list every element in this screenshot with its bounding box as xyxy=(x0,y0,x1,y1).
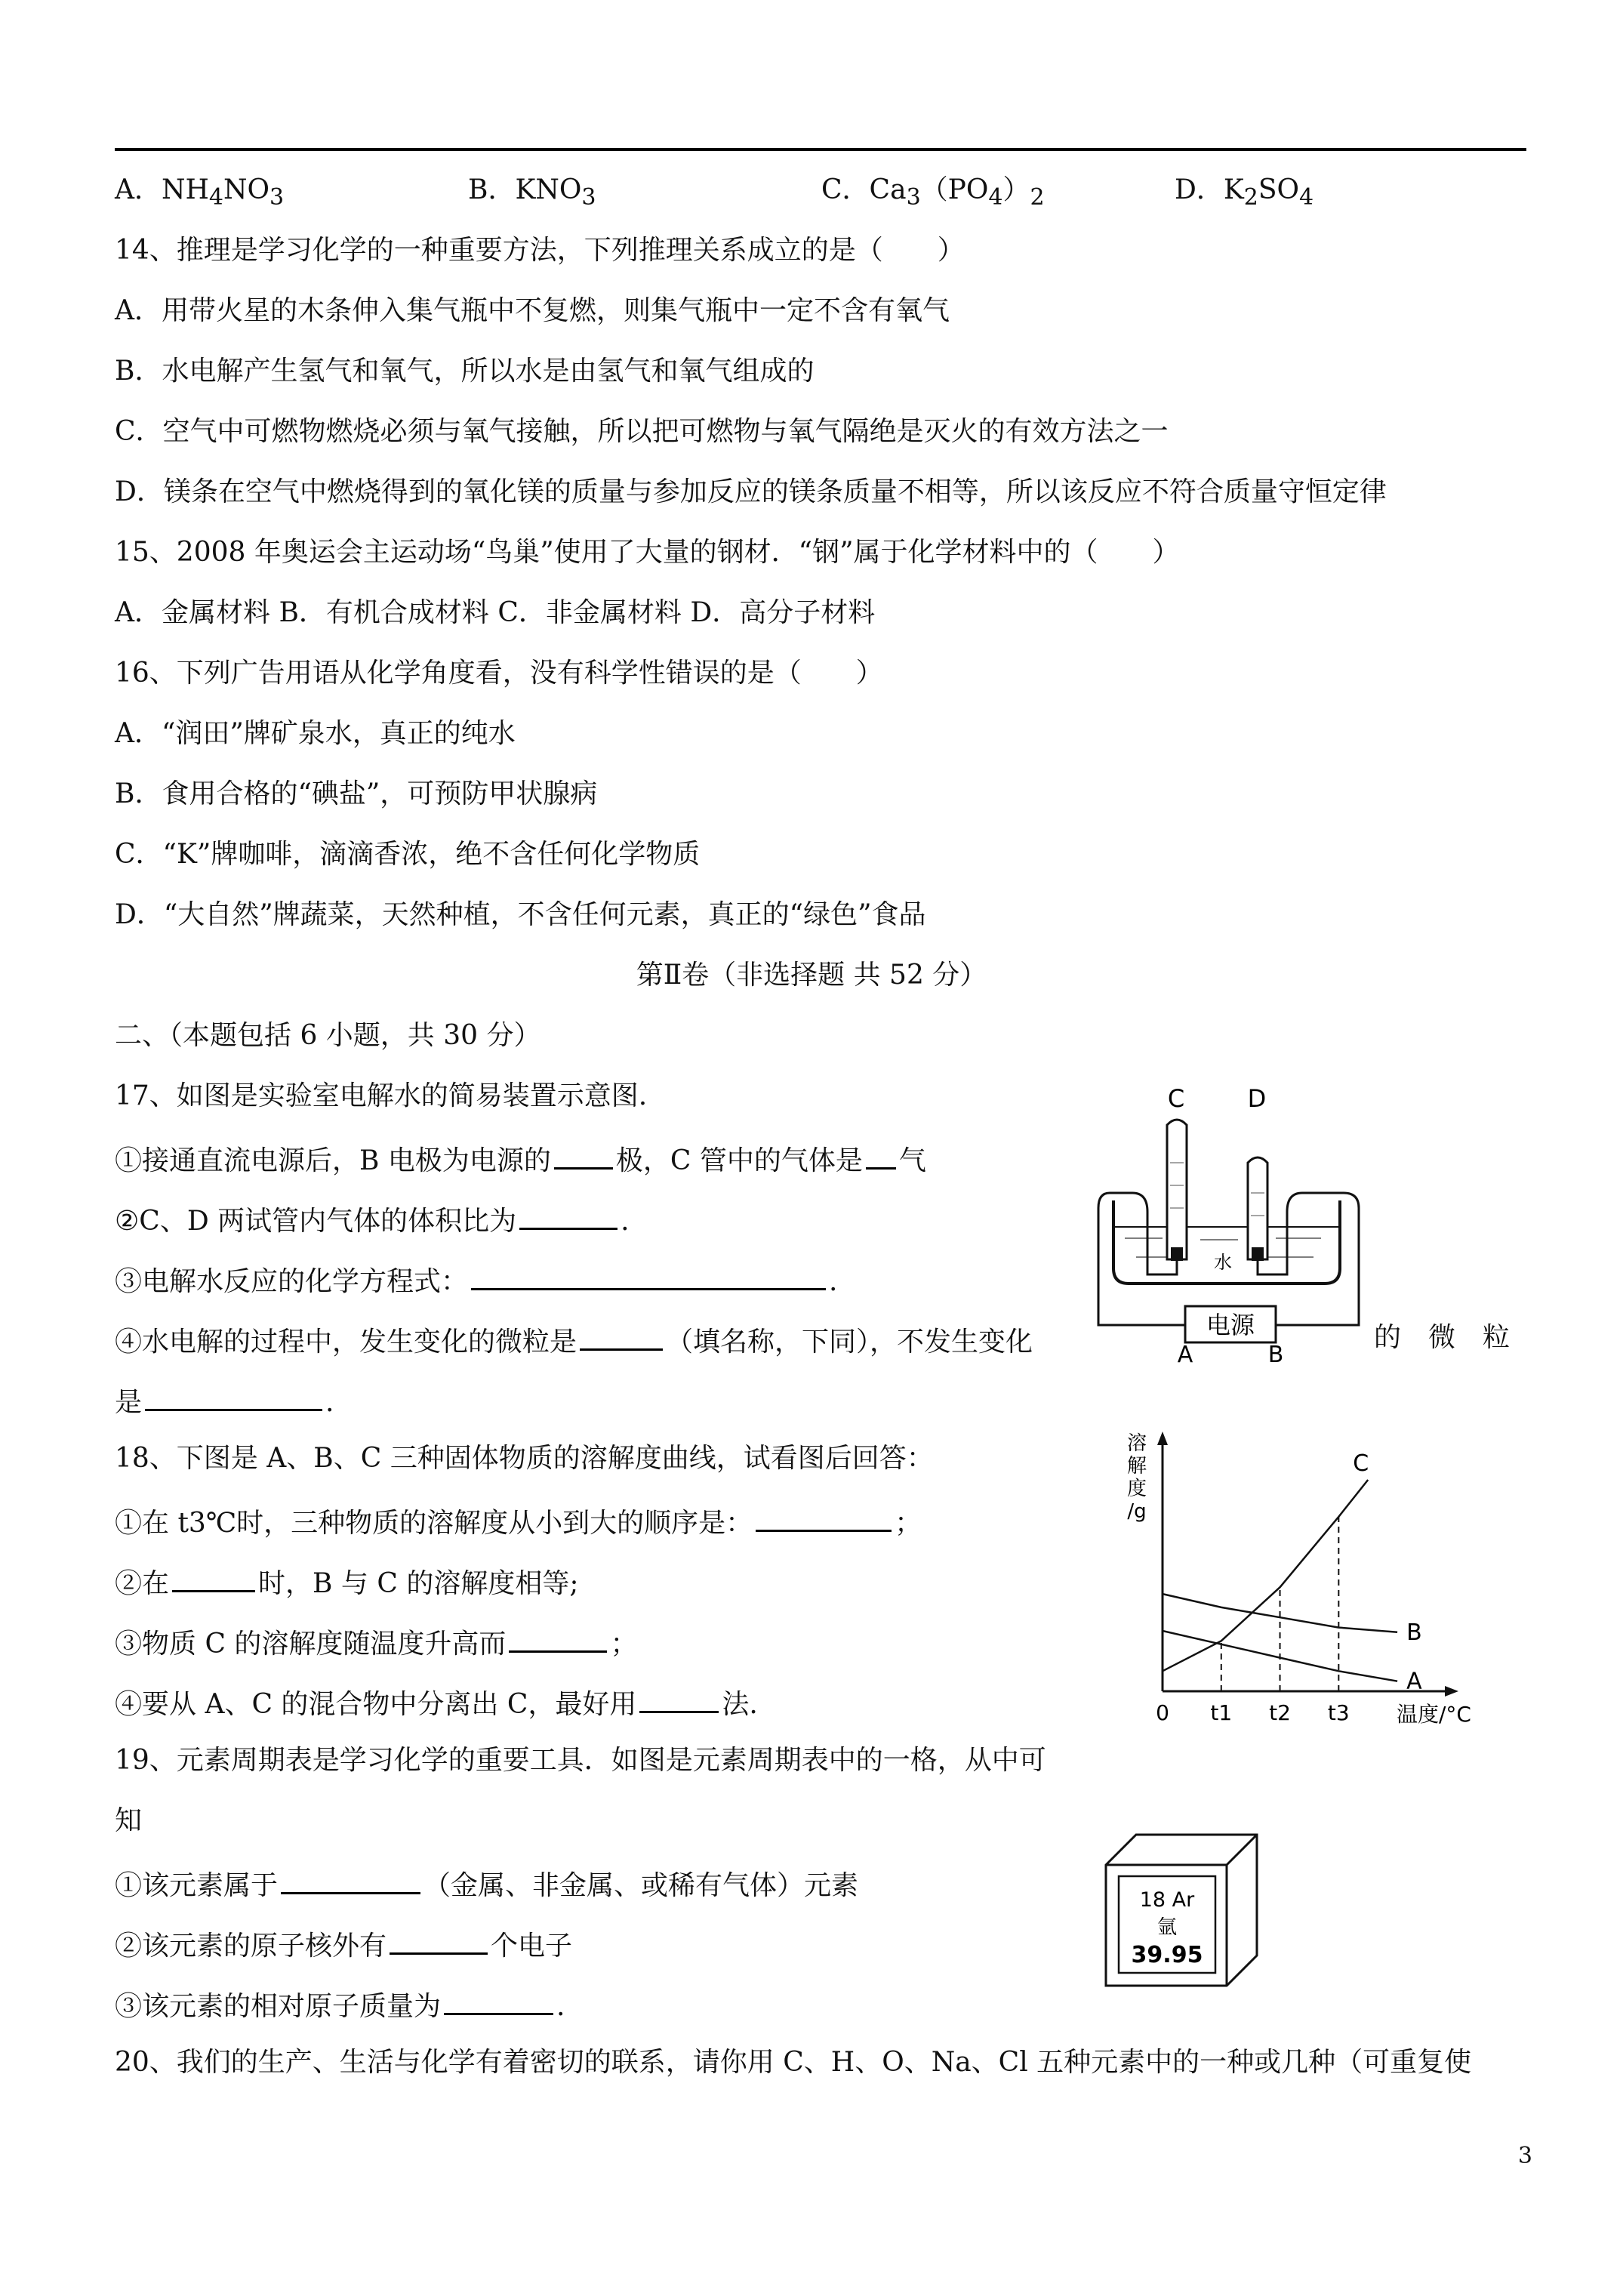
chart-labels xyxy=(1156,1450,1471,1727)
question-16-option-d: D．“大自然”牌蔬菜，天然种植，不含任何元素，真正的“绿色”食品 xyxy=(115,899,926,930)
series-label-a: A xyxy=(1406,1668,1422,1695)
question-16-stem: 16、下列广告用语从化学角度看，没有科学性错误的是（ ） xyxy=(115,658,883,689)
y-axis-label-char: /g xyxy=(1127,1500,1147,1523)
x-tick-label-t1: t1 xyxy=(1210,1700,1233,1725)
answer-blank[interactable] xyxy=(172,1563,255,1592)
answer-blank[interactable] xyxy=(519,1200,617,1230)
option-text: A．NH xyxy=(115,174,209,205)
question-19-part-3 xyxy=(115,1986,565,2023)
text: ②C、D 两试管内气体的体积比为 xyxy=(115,1206,517,1237)
terminal-a-label: A xyxy=(1177,1342,1193,1367)
answer-blank[interactable] xyxy=(639,1684,719,1713)
subscript: 3 xyxy=(269,184,285,211)
subscript: 4 xyxy=(988,184,1003,211)
atomic-mass: 39.95 xyxy=(1131,1942,1203,1968)
option-text: ） xyxy=(1002,174,1030,205)
text: ③该元素的相对原子质量为 xyxy=(115,1991,442,2022)
question-14-option-b: B．水电解产生氢气和氧气，所以水是由氢气和氧气组成的 xyxy=(115,356,815,387)
question-16-option-c: C．“K”牌咖啡，滴滴香浓，绝不含任何化学物质 xyxy=(115,839,701,870)
text: . xyxy=(829,1266,838,1297)
question-17-part-5 xyxy=(115,1382,334,1419)
question-16-option-b: B．食用合格的“碘盐”，可预防甲状腺病 xyxy=(115,778,598,809)
text: ④水电解的过程中，发生变化的微粒是 xyxy=(115,1327,577,1358)
electrolysis-apparatus-figure xyxy=(1095,1080,1366,1367)
option-text: （PO xyxy=(920,174,989,205)
tube-d-label: D xyxy=(1247,1084,1267,1113)
text: ； xyxy=(610,1629,638,1660)
question-17-part-3 xyxy=(115,1261,837,1299)
x-axis-arrow xyxy=(1445,1686,1458,1697)
option-text: C．Ca xyxy=(821,174,907,205)
option-text: NO xyxy=(223,174,270,205)
option-13-d xyxy=(1175,174,1313,214)
terminal-b-label: B xyxy=(1267,1342,1284,1367)
text: . xyxy=(556,1991,565,2022)
answer-blank[interactable] xyxy=(390,1925,488,1955)
power-source-label: 电源 xyxy=(1206,1311,1255,1339)
option-13-c xyxy=(821,174,1045,214)
text: （填名称，下同），不发生变化 xyxy=(666,1327,1033,1358)
periodic-table-cell-figure xyxy=(1102,1831,1261,1993)
answer-blank[interactable] xyxy=(471,1261,826,1290)
question-18-part-2 xyxy=(115,1563,578,1601)
question-17-part-4-tail: 的 微 粒 xyxy=(1374,1322,1511,1353)
text: . xyxy=(621,1206,630,1237)
text: ③电解水反应的化学方程式： xyxy=(115,1266,469,1297)
text: ①在 t3℃时，三种物质的溶解度从小到大的顺序是： xyxy=(115,1508,753,1539)
answer-blank[interactable] xyxy=(281,1865,420,1894)
question-17-part-4 xyxy=(115,1321,1033,1359)
atomic-number-symbol: 18 Ar xyxy=(1139,1888,1195,1912)
electrode-a xyxy=(1171,1247,1183,1261)
subscript: 4 xyxy=(1299,184,1314,211)
question-16-option-a: A．“润田”牌矿泉水，真正的纯水 xyxy=(115,718,516,749)
electrode-b xyxy=(1252,1247,1264,1261)
subscript: 3 xyxy=(581,184,596,211)
question-17-part-2 xyxy=(115,1200,630,1238)
question-15-options: A．金属材料 B．有机合成材料 C．非金属材料 D．高分子材料 xyxy=(115,597,876,628)
text: （金属、非金属、或稀有气体）元素 xyxy=(423,1870,859,1901)
question-15-stem: 15、2008 年奥运会主运动场“鸟巢”使用了大量的钢材．“钢”属于化学材料中的（ ） xyxy=(115,537,1180,568)
series-label-c: C xyxy=(1353,1450,1369,1477)
y-axis-arrow xyxy=(1157,1432,1168,1445)
question-14-option-c: C．空气中可燃物燃烧必须与氧气接触，所以把可燃物与氧气隔绝是灭火的有效方法之一 xyxy=(115,416,1169,447)
section-2-subtitle: 二、（本题包括 6 小题，共 30 分） xyxy=(115,1020,541,1051)
section-2-title: 第Ⅱ卷（非选择题 共 52 分） xyxy=(636,960,987,991)
question-17-stem: 17、如图是实验室电解水的简易装置示意图. xyxy=(115,1080,648,1111)
t-dashed-lines xyxy=(1221,1517,1339,1691)
header-rule xyxy=(115,148,1526,151)
text: ③物质 C 的溶解度随温度升高而 xyxy=(115,1629,507,1660)
answer-blank[interactable] xyxy=(866,1140,896,1170)
text: ④要从 A、C 的混合物中分离出 C，最好用 xyxy=(115,1689,637,1720)
origin-label: 0 xyxy=(1156,1700,1169,1725)
subscript: 2 xyxy=(1030,184,1045,211)
solubility-curve-chart xyxy=(1117,1419,1472,1744)
text: ②该元素的原子核外有 xyxy=(115,1931,387,1962)
subscript: 3 xyxy=(906,184,921,211)
answer-blank[interactable] xyxy=(145,1382,322,1411)
text: 是 xyxy=(115,1387,143,1418)
subscript: 4 xyxy=(208,184,223,211)
water-label: 水 xyxy=(1214,1252,1232,1273)
question-18-part-3 xyxy=(115,1623,637,1661)
text: 时，B 与 C 的溶解度相等; xyxy=(258,1568,579,1599)
tube-c-label: C xyxy=(1167,1084,1185,1113)
question-19-stem-line-1: 19、元素周期表是学习化学的重要工具．如图是元素周期表中的一格，从中可 xyxy=(115,1745,1046,1776)
answer-blank[interactable] xyxy=(554,1140,613,1170)
question-14-option-d: D．镁条在空气中燃烧得到的氧化镁的质量与参加反应的镁条质量不相等，所以该反应不符合质量守恒定律 xyxy=(115,476,1387,507)
subscript: 2 xyxy=(1243,184,1258,211)
x-tick-label-t2: t2 xyxy=(1269,1700,1291,1725)
x-tick-label-t3: t3 xyxy=(1327,1700,1350,1725)
y-axis-label-char: 解 xyxy=(1126,1455,1147,1478)
option-text: D．K xyxy=(1175,174,1244,205)
page-number: 3 xyxy=(1517,2143,1532,2169)
text: . xyxy=(325,1387,334,1418)
answer-blank[interactable] xyxy=(444,1986,553,2015)
question-20-stem: 20、我们的生产、生活与化学有着密切的联系，请你用 C、H、O、Na、Cl 五种元素中的一种或几种（可重复使 xyxy=(115,2047,1472,2078)
series-label-b: B xyxy=(1406,1619,1422,1646)
x-axis-label: 温度/°C xyxy=(1397,1702,1471,1727)
answer-blank[interactable] xyxy=(756,1502,892,1532)
y-axis-label-char: 溶 xyxy=(1126,1432,1147,1455)
tube-c xyxy=(1167,1120,1187,1259)
element-name: 氩 xyxy=(1156,1916,1178,1939)
option-text: SO xyxy=(1258,174,1300,205)
question-17-part-1 xyxy=(115,1140,926,1178)
answer-blank[interactable] xyxy=(580,1321,663,1351)
text: ①该元素属于 xyxy=(115,1870,279,1901)
question-18-part-4 xyxy=(115,1684,758,1721)
text: 法. xyxy=(722,1689,758,1720)
option-13-a xyxy=(115,174,284,214)
question-14-option-a: A．用带火星的木条伸入集气瓶中不复燃，则集气瓶中一定不含有氧气 xyxy=(115,295,950,326)
text: 个电子 xyxy=(491,1931,573,1962)
text: ； xyxy=(895,1508,922,1539)
question-18-stem: 18、下图是 A、B、C 三种固体物质的溶解度曲线，试看图后回答： xyxy=(115,1443,934,1474)
text: 气 xyxy=(898,1145,926,1176)
y-axis-label-char: 度 xyxy=(1126,1478,1147,1500)
question-18-part-1 xyxy=(115,1502,922,1540)
option-text: B．KNO xyxy=(468,174,582,205)
tube-d xyxy=(1248,1157,1267,1259)
text: 极，C 管中的气体是 xyxy=(615,1145,863,1176)
question-14-stem: 14、推理是学习化学的一种重要方法，下列推理关系成立的是（ ） xyxy=(115,235,965,266)
option-13-b xyxy=(468,174,596,214)
curve-c xyxy=(1163,1480,1368,1671)
y-axis-label xyxy=(1127,1432,1147,1523)
text: ②在 xyxy=(115,1568,170,1599)
question-19-part-1 xyxy=(115,1865,858,1903)
answer-blank[interactable] xyxy=(509,1623,607,1653)
text: ①接通直流电源后，B 电极为电源的 xyxy=(115,1145,551,1176)
question-19-stem-line-2: 知 xyxy=(115,1805,143,1836)
curves xyxy=(1163,1480,1397,1681)
question-19-part-2 xyxy=(115,1925,572,1963)
